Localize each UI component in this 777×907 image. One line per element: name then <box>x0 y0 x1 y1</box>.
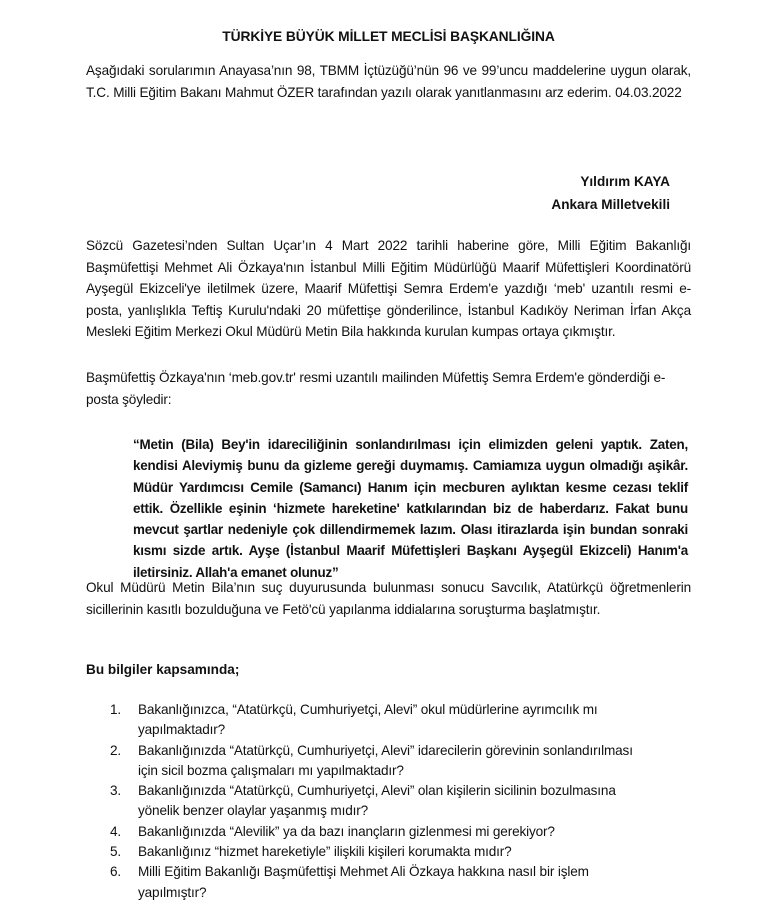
question-text: Bakanlığınız “hizmet hareketiyle” ilişkili kişileri korumakta mıdır? <box>138 844 512 860</box>
news-paragraph: Sözcü Gazetesi’nden Sultan Uçar’ın 4 Mart 2022 tarihli haberine göre, Milli Eğitim Bakanlığı Başmüfettişi Mehmet Ali Özkaya'nın İstanbul Milli Eğitim Müdürlüğü Maarif Müfettişleri Koordinatörü Ayşegül Ekizceli'ye iletilmek üzere, Maarif Müfettişi Semra Erdem'e yazdığı ‘meb' uzantılı resmi e-posta, yanlışlıkla Teftiş Kurulu'ndaki 20 müfettişe gönderilince, İstanbul Kadıköy Neriman İrfan Akça Mesleki Eğitim Merkezi Okul Müdürü Metin Bila hakkında kurulan kumpas ortaya çıkmıştır. <box>86 238 691 339</box>
question-number: 1. <box>110 702 122 717</box>
signature-role: Ankara Milletvekili <box>551 197 670 212</box>
question-number: 2. <box>110 742 122 758</box>
questions-list <box>110 700 710 903</box>
question-text: Bakanlığınızda “Alevilik” ya da bazı inançların gizlenmesi mi gerekiyor? <box>138 823 555 839</box>
question-item <box>110 700 710 741</box>
question-item <box>110 822 710 842</box>
question-text: Bakanlığınızda “Atatürkçü, Cumhuriyetçi, Alevi” idarecilerin görevinin sonlandırılması için sicil bozma çalışmaları mı yapılmaktadır? <box>138 742 633 778</box>
question-text: Bakanlığınızca, “Atatürkçü, Cumhuriyetçi, Alevi” okul müdürlerine ayrımcılık mı yapılmaktadır? <box>138 702 598 738</box>
question-number: 4. <box>110 823 122 839</box>
signature-block <box>440 170 670 216</box>
question-text: Bakanlığınızda “Atatürkçü, Cumhuriyetçi, Alevi” olan kişilerin sicilinin bozulmasına yönelik benzer olaylar yaşanmış mıdır? <box>138 783 616 819</box>
email-quote: “Metin (Bila) Bey'in idareciliğinin sonlandırılması için elimizden geleni yaptık. Zaten, kendisi Aleviymiş bunu da gizleme gereği duymamış. Camiamıza uygun olmadığı aşikâr. Müdür Yardımcısı Cemile (Samancı) Hanım için mecburen aylıktan kesme cezası teklif ettik. Özellikle eşinin ‘hizmete hareketine' katkılarından biz de haberdarız. Fakat bunu mevcut şartlar nedeniyle çok dillendirmemek lazım. Olası itirazlarda işin bundan sonraki kısmı sizde artık. Ayşe (İstanbul Maarif Müfettişleri Başkanı Ayşegül Ekizceli) Hanım'a iletirsiniz. Allah'a emanet olunuz” <box>133 437 688 580</box>
question-number: 5. <box>110 844 122 860</box>
question-text: Milli Eğitim Bakanlığı Başmüfettişi Mehmet Ali Özkaya hakkına nasıl bir işlem yapılmıştır? <box>138 864 589 900</box>
question-item <box>110 842 710 862</box>
question-number: 6. <box>110 864 122 880</box>
questions-heading: Bu bilgiler kapsamında; <box>86 662 240 677</box>
question-item <box>110 741 710 782</box>
question-item <box>110 781 710 822</box>
signature-name: Yıldırım KAYA <box>580 174 670 189</box>
question-number: 3. <box>110 783 122 799</box>
result-paragraph: Okul Müdürü Metin Bila’nın suç duyurusunda bulunması sonucu Savcılık, Atatürkçü öğretmenlerin sicillerinin kasıtlı bozulduğuna ve Fetö'cü yapılanma iddialarına soruşturma başlatmıştır. <box>86 580 691 617</box>
email-intro-paragraph: Başmüfettiş Özkaya'nın ‘meb.gov.tr' resmi uzantılı mailinden Müfettiş Semra Erdem'e gönderdiği e-posta şöyledir: <box>86 370 666 407</box>
document-title: TÜRKİYE BÜYÜK MİLLET MECLİSİ BAŞKANLIĞINA <box>222 29 555 44</box>
question-item <box>110 862 710 903</box>
intro-paragraph: Aşağıdaki sorularımın Anayasa’nın 98, TBMM İçtüzüğü’nün 96 ve 99’uncu maddelerine uygun olarak, T.C. Milli Eğitim Bakanı Mahmut ÖZER tarafından yazılı olarak yanıtlanmasını arz ederim. 04.03.2022 <box>86 63 691 100</box>
